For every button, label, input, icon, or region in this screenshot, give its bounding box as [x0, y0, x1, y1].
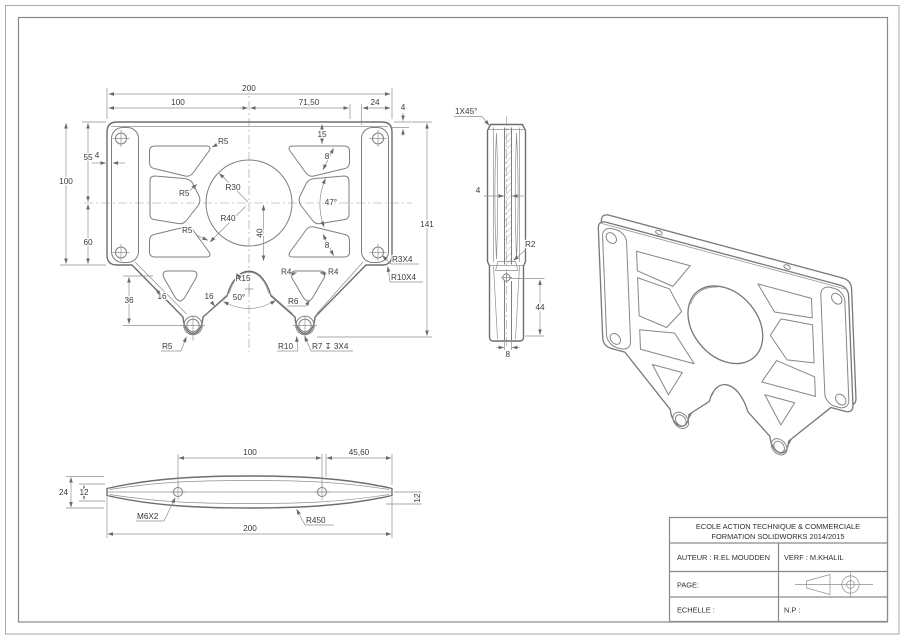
- label-r3x4: R3X4: [392, 255, 413, 264]
- dim-web-8b: 8: [324, 241, 330, 250]
- dim-web-8a: 8: [324, 152, 330, 161]
- bottom-view: [59, 448, 422, 538]
- front-dimensions: [59, 84, 434, 351]
- dim-60: 60: [83, 238, 93, 247]
- dim-45-60: 45,60: [348, 448, 370, 457]
- corner-hole: [370, 244, 387, 261]
- corner-hole: [370, 130, 387, 147]
- dim-44: 44: [535, 303, 545, 312]
- pocket-upper-left: [150, 146, 211, 176]
- front-view: [59, 84, 434, 352]
- dim-100: 100: [59, 177, 73, 186]
- verification-field: VERF : M.KHALIL: [784, 553, 844, 562]
- dim-lip: 4: [400, 103, 406, 112]
- iso-top-hole: [656, 230, 663, 236]
- label-r450: R450: [306, 516, 326, 525]
- side-view: [454, 107, 545, 359]
- bottom-inner-top: [110, 481, 389, 490]
- label-r10x4: R10X4: [391, 273, 417, 282]
- label-chamfer: 1X45°: [455, 107, 478, 116]
- projection-symbol-icon: [795, 573, 873, 597]
- tapped-hole-right: [314, 484, 330, 500]
- dim-angle-50: 50°: [232, 293, 246, 302]
- bottom-dimensions: [59, 448, 422, 538]
- section-hatch: [505, 128, 511, 264]
- dim-angle-47: 47°: [324, 198, 338, 207]
- label-r4-right: R4: [328, 267, 339, 277]
- label-r15: R15: [235, 274, 251, 283]
- pocket-upper-right: [289, 146, 350, 176]
- np-field: N.P :: [784, 605, 801, 615]
- corner-hole: [113, 130, 130, 147]
- dim-12-left: 12: [79, 488, 89, 497]
- scale-field: ECHELLE :: [677, 605, 715, 615]
- slot-edges: [505, 281, 512, 341]
- dim-8: 8: [505, 350, 511, 359]
- pocket-lower-right: [289, 227, 350, 257]
- title-block: [670, 518, 888, 622]
- dim-width-right: 71,50: [298, 98, 320, 107]
- label-r6: R6: [288, 297, 299, 306]
- label-r4-left: R4: [281, 267, 292, 277]
- label-r40: R40: [220, 214, 236, 223]
- school-name: ECOLE ACTION TECHNIQUE & COMMERCIALE: [695, 522, 861, 531]
- dim-55: 55: [83, 153, 93, 162]
- dim-36: 36: [124, 296, 134, 305]
- label-r5-notch: R5: [162, 342, 173, 351]
- side-dimensions: [454, 107, 545, 359]
- crest-hole-cross: [501, 272, 512, 283]
- bottom-inner-bottom: [110, 495, 389, 504]
- label-m6x2: M6X2: [137, 512, 159, 521]
- pocket-triangle-left: [163, 271, 197, 301]
- label-r30: R30: [225, 183, 241, 192]
- dim-web-4: 4: [475, 186, 481, 195]
- label-r5-upper: R5: [218, 137, 229, 146]
- iso-top-hole: [784, 264, 791, 270]
- pocket-lower-left: [150, 227, 211, 257]
- dim-pocket-top: 15: [317, 130, 327, 139]
- iso-view: [598, 212, 859, 476]
- corner-hole: [113, 244, 130, 261]
- course-name: FORMATION SOLIDWORKS 2014/2015: [711, 532, 845, 541]
- dim-width-left: 100: [171, 98, 185, 107]
- dim-12-right: 12: [413, 493, 422, 503]
- page-field: PAGE:: [677, 580, 700, 590]
- author-field: AUTEUR : R.EL MOUDDEN: [677, 553, 770, 562]
- label-r10: R10: [278, 342, 294, 351]
- pocket-mid-left: [150, 176, 200, 224]
- dim-width-corner: 24: [370, 98, 380, 107]
- dim-inset: 4: [94, 151, 100, 160]
- dim-141: 141: [420, 220, 434, 229]
- corner-pocket-right: [362, 128, 389, 263]
- label-r7-depth: R7 ↧ 3X4: [312, 342, 349, 351]
- corner-pocket-left: [112, 128, 139, 263]
- dim-24: 24: [58, 488, 69, 497]
- dim-16-left: 16: [157, 292, 167, 301]
- dim-16-right: 16: [204, 292, 214, 301]
- dim-100: 100: [243, 448, 257, 457]
- tapped-hole-left: [170, 484, 186, 500]
- dim-total-width: 200: [242, 84, 256, 93]
- vtip-hole-left: [181, 316, 205, 341]
- dim-200: 200: [243, 524, 257, 533]
- crest-center-mark: [245, 285, 254, 294]
- dim-40: 40: [255, 228, 265, 238]
- label-r5-mid: R5: [179, 189, 190, 198]
- label-r5-lower: R5: [182, 226, 193, 235]
- label-r2: R2: [525, 240, 536, 249]
